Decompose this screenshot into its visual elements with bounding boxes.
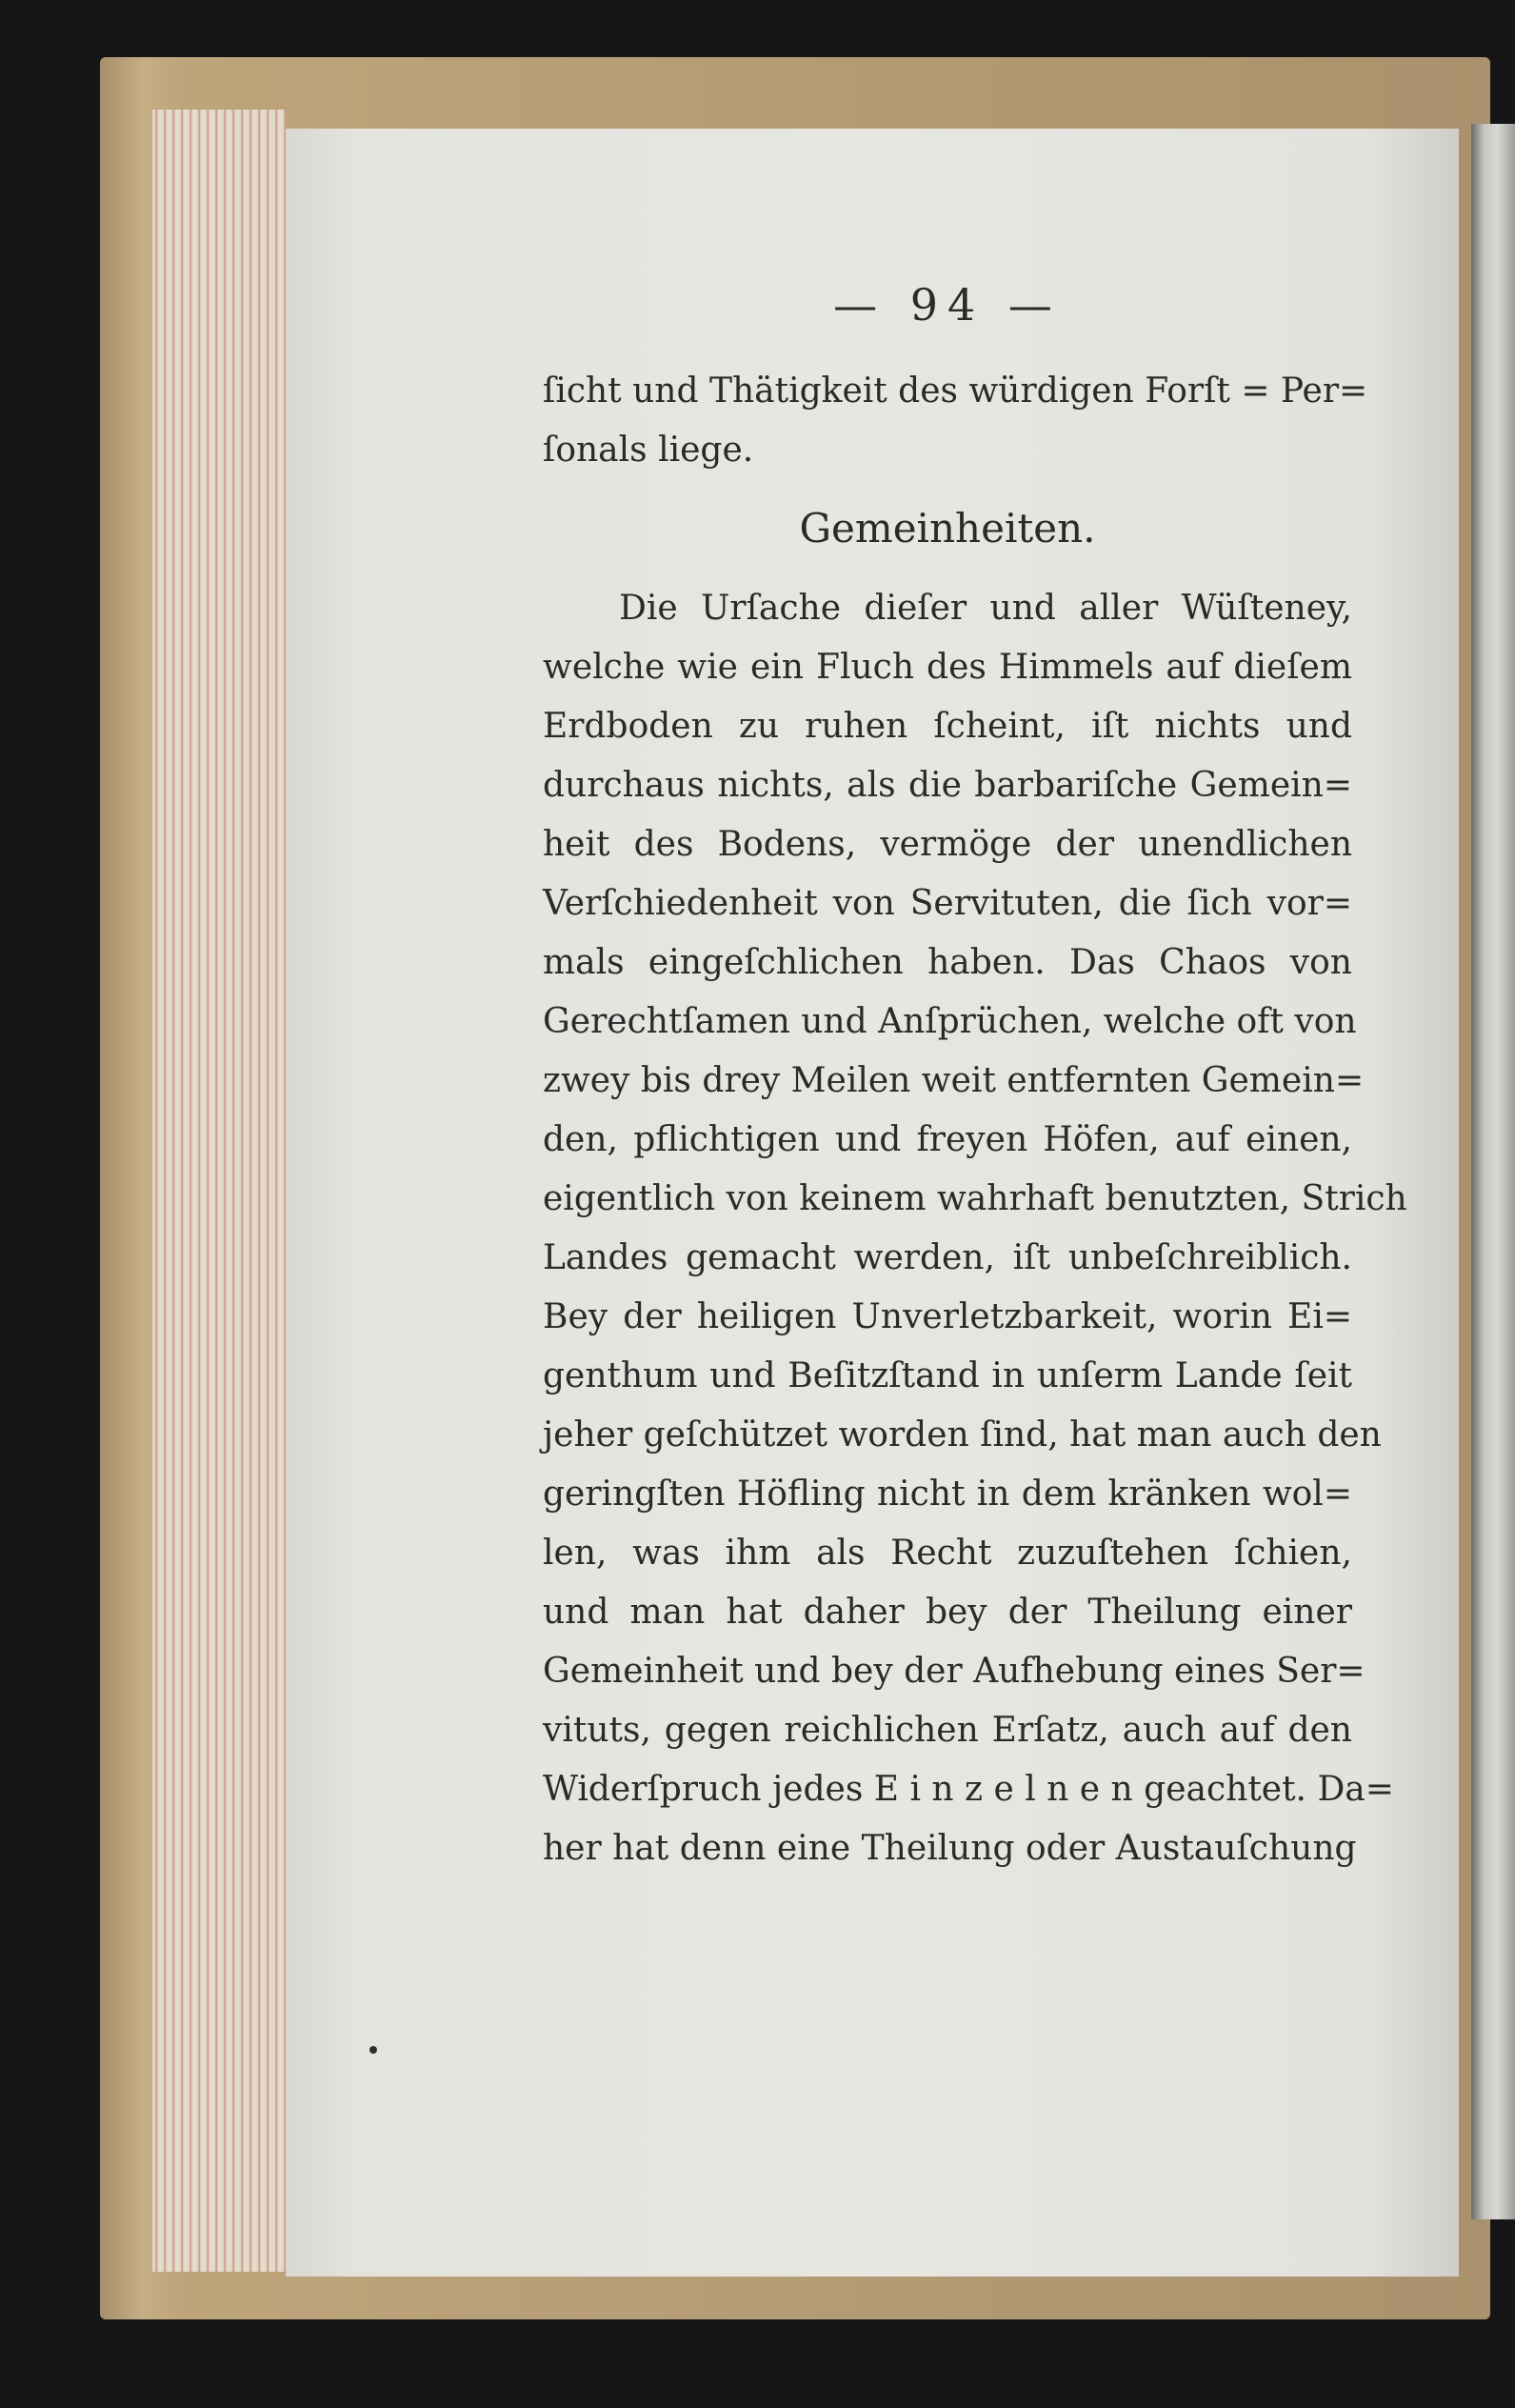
page-number: — 94 —	[833, 279, 1062, 331]
text-line: len, was ihm als Recht zuzuſtehen ſchien,	[543, 1534, 1352, 1573]
text-line: mals eingeſchlichen haben. Das Chaos von	[543, 943, 1352, 982]
text-line: heit des Bodens, vermöge der unendlichen	[543, 825, 1352, 864]
text-line: zwey bis drey Meilen weit entfernten Gemein=	[543, 1061, 1365, 1100]
text-line: Bey der heiligen Unverletzbarkeit, worin Ei=	[543, 1297, 1352, 1336]
text-line: vituts, gegen reichlichen Erſatz, auch auf den	[543, 1711, 1352, 1750]
text-line: Widerſpruch jedes E i n z e l n e n geachtet. Da=	[543, 1770, 1394, 1809]
page-edges	[152, 110, 286, 2272]
text-line: Erdboden zu ruhen ſcheint, iſt nichts und	[543, 707, 1352, 746]
page-text	[543, 276, 1407, 1878]
section-heading: Gemeinheiten.	[799, 505, 1096, 552]
text-line: genthum und Beſitzſtand in unſerm Lande ſeit	[543, 1356, 1352, 1395]
facing-page-edge	[1471, 124, 1515, 2219]
ink-speck	[369, 2046, 377, 2054]
text-line: und man hat daher bey der Theilung einer	[543, 1593, 1352, 1632]
text-line: Verſchiedenheit von Servituten, die ſich vor=	[543, 884, 1352, 923]
text-line: eigentlich von keinem wahrhaft benutzten, Strich	[543, 1179, 1407, 1218]
text-line: her hat denn eine Theilung oder Austauſchung	[543, 1829, 1357, 1868]
text-line: durchaus nichts, als die barbariſche Gemein=	[543, 766, 1352, 805]
text-line: Landes gemacht werden, iſt unbeſchreiblich.	[543, 1238, 1352, 1277]
text-line: den, pflichtigen und freyen Höfen, auf einen,	[543, 1120, 1352, 1159]
text-line: geringſten Höfling nicht in dem kränken wol=	[543, 1475, 1352, 1514]
text-line: welche wie ein Fluch des Himmels auf dieſem	[543, 648, 1352, 687]
text-line: Gemeinheit und bey der Aufhebung eines Ser=	[543, 1652, 1365, 1691]
text-line: Gerechtſamen und Anſprüchen, welche oft von	[543, 1002, 1357, 1041]
text-line: ſonals liege.	[543, 431, 754, 470]
text-line: ſicht und Thätigkeit des würdigen Forſt = Per=	[543, 371, 1368, 411]
text-line: jeher geſchützet worden ſind, hat man auch den	[543, 1415, 1382, 1455]
text-line: Die Urſache dieſer und aller Wüſteney,	[619, 589, 1352, 628]
